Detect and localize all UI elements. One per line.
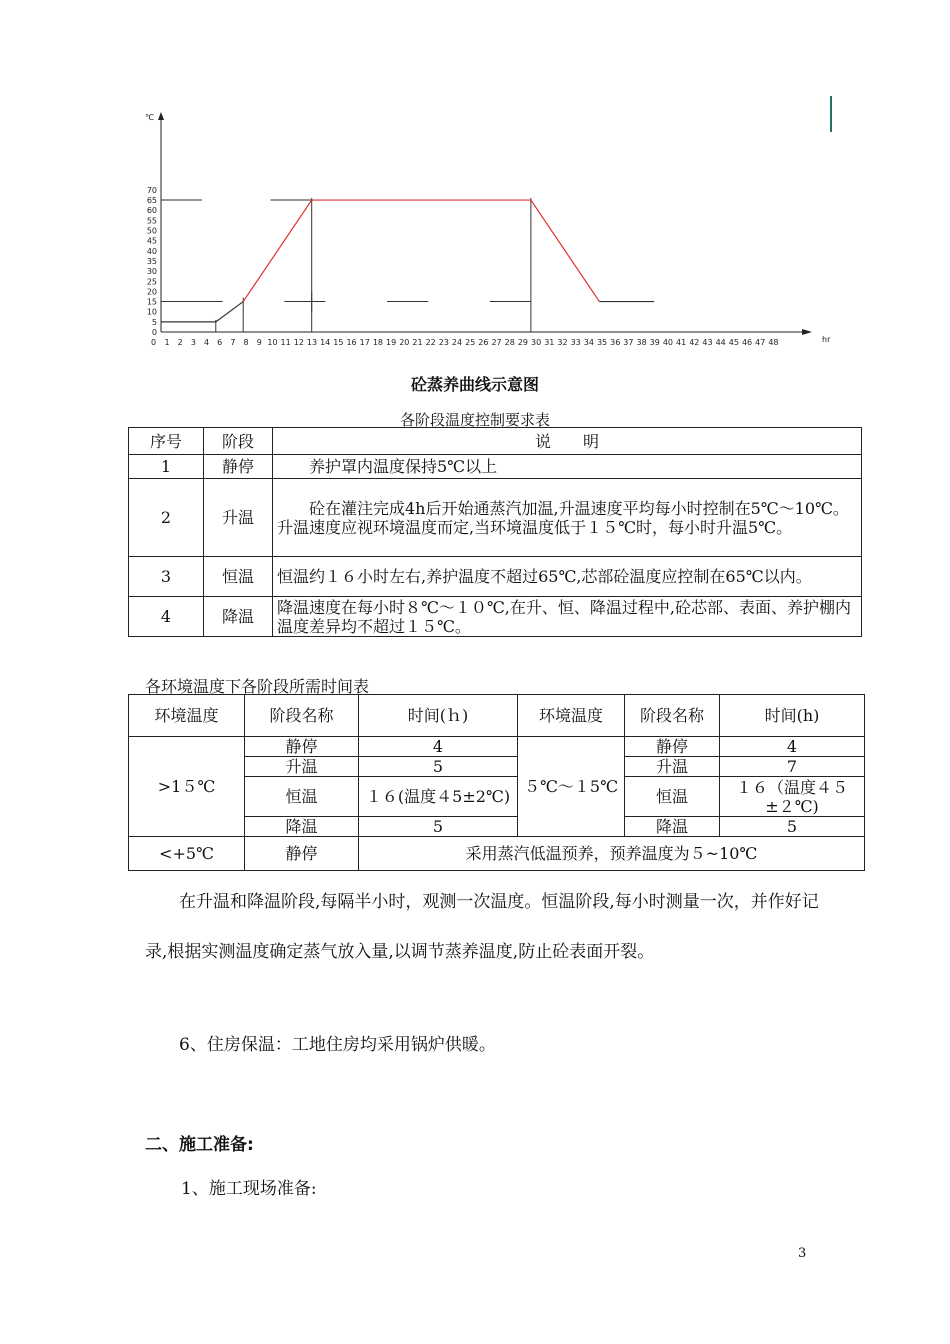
lo-desc: 采用蒸汽低温预养，预养温度为５~10℃ — [359, 837, 865, 871]
x-tick-label: 40 — [662, 338, 674, 347]
x-tick-label: 13 — [306, 338, 318, 347]
row-desc: 恒温约１６小时左右,养护温度不超过65℃,芯部砼温度应控制在65℃以内。 — [273, 557, 862, 597]
x-tick-label: 2 — [177, 338, 183, 347]
x-tick-label: 18 — [372, 338, 384, 347]
x-tick-label: 11 — [280, 338, 291, 347]
x-tick-label: 24 — [451, 338, 463, 347]
row-desc: 降温速度在每小时８℃～１０℃,在升、恒、降温过程中,砼芯部、表面、养护棚内温度差异均不超过１５℃。 — [273, 597, 862, 637]
time-cell: 5 — [720, 817, 865, 837]
table2-header-env2: 环境温度 — [518, 695, 625, 737]
stage-cell: 静停 — [245, 837, 359, 871]
x-tick-label: 38 — [636, 338, 647, 347]
env-lo: <+5℃ — [129, 837, 245, 871]
y-tick-label: 0 — [151, 328, 157, 337]
sub-heading: 1、施工现场准备: — [181, 1179, 317, 1199]
row-stage: 降温 — [204, 597, 273, 637]
x-tick-label: 43 — [702, 338, 713, 347]
x-tick-label: 4 — [204, 338, 210, 347]
x-tick-label: 19 — [386, 338, 397, 347]
row-no: 2 — [129, 479, 204, 557]
table1-header-no: 序号 — [129, 428, 204, 455]
time-cell: 4 — [359, 737, 518, 757]
y-tick-label: 70 — [146, 185, 157, 195]
margin-marker — [830, 96, 832, 132]
x-tick-label: 27 — [491, 338, 502, 347]
x-tick-label: 48 — [768, 338, 779, 347]
x-tick-label: 1 — [164, 338, 170, 347]
x-tick-label: 7 — [230, 338, 236, 347]
series-line — [243, 200, 312, 301]
table2-header-stage: 阶段名称 — [245, 695, 359, 737]
x-tick-label: 45 — [728, 338, 739, 347]
env-hi: >1５℃ — [129, 737, 245, 837]
x-axis-arrow — [802, 329, 812, 335]
paragraph-housing: 6、住房保温：工地住房均采用锅炉供暖。 — [179, 1035, 496, 1055]
table1-header-desc: 说 明 — [273, 428, 862, 455]
row-desc: 砼在灌注完成4h后开始通蒸汽加温,升温速度平均每小时控制在5℃～10℃。升温速度应视环境温度而定,当环境温度低于１５℃时，每小时升温5℃。 — [273, 479, 862, 557]
stage-cell: 升温 — [245, 757, 359, 777]
time-cell: 5 — [359, 817, 518, 837]
y-tick-label: 20 — [146, 287, 157, 297]
time-cell: 4 — [720, 737, 865, 757]
table2-header-env: 环境温度 — [129, 695, 245, 737]
row-desc: 养护罩内温度保持5℃以上 — [273, 455, 862, 479]
y-tick-label: 10 — [146, 307, 157, 317]
x-tick-label: 3 — [190, 338, 196, 347]
x-tick-label: 12 — [293, 338, 304, 347]
stage-cell: 降温 — [625, 817, 720, 837]
row-stage: 升温 — [204, 479, 273, 557]
row-no: 1 — [129, 455, 204, 479]
table-row — [129, 837, 865, 871]
x-tick-label: 26 — [478, 338, 489, 347]
time-cell: １６（温度４５±２℃) — [720, 777, 865, 817]
x-tick-label: 36 — [610, 338, 621, 347]
series-line — [531, 200, 600, 301]
row-stage: 恒温 — [204, 557, 273, 597]
x-tick-label: 35 — [596, 338, 608, 347]
series-line — [216, 302, 243, 322]
x-tick-label: 20 — [399, 338, 410, 347]
time-cell: 5 — [359, 757, 518, 777]
x-axis-label: hr — [822, 335, 831, 344]
y-tick-label: 35 — [146, 256, 157, 266]
y-tick-label: 50 — [146, 226, 157, 236]
paragraph-monitoring: 在升温和降温阶段,每隔半小时，观测一次温度。恒温阶段,每小时测量一次，并作好记录,根据实测温度确定蒸气放入量,以调节蒸养温度,防止砼表面开裂。 — [145, 892, 819, 962]
stage-duration-table — [128, 694, 865, 871]
section-heading: 二、施工准备: — [145, 1135, 254, 1155]
y-tick-label: 40 — [146, 246, 157, 256]
y-tick-label: 65 — [146, 196, 157, 206]
stage-cell: 恒温 — [245, 777, 359, 817]
stage-cell: 恒温 — [625, 777, 720, 817]
x-tick-label: 0 — [151, 338, 157, 347]
time-cell: １６(温度４5±2℃) — [359, 777, 518, 817]
table-row — [129, 479, 862, 557]
table2-header-time: 时间(ｈ) — [359, 695, 518, 737]
x-tick-label: 47 — [755, 338, 766, 347]
y-tick-label: 60 — [146, 206, 157, 216]
y-axis-arrow — [158, 112, 164, 120]
row-no: 4 — [129, 597, 204, 637]
x-tick-label: 31 — [544, 338, 555, 347]
x-tick-label: 41 — [676, 338, 687, 347]
y-tick-label: 25 — [146, 277, 157, 287]
y-tick-label: 55 — [146, 216, 157, 226]
x-tick-label: 29 — [517, 338, 529, 347]
steam-curing-chart — [140, 90, 840, 360]
x-tick-label: 17 — [359, 338, 370, 347]
x-tick-label: 6 — [217, 338, 223, 347]
stage-cell: 静停 — [625, 737, 720, 757]
x-tick-label: 21 — [412, 338, 423, 347]
x-tick-label: 25 — [465, 338, 476, 347]
table-row — [129, 455, 862, 479]
x-tick-label: 44 — [715, 338, 726, 347]
y-tick-label: 5 — [151, 317, 157, 327]
chart-title: 砼蒸养曲线示意图 — [410, 375, 539, 394]
x-tick-label: 30 — [531, 338, 542, 347]
y-tick-label: 45 — [146, 236, 157, 246]
table1-header-stage: 阶段 — [204, 428, 273, 455]
stage-temperature-table — [128, 427, 862, 637]
y-tick-label: 30 — [146, 267, 157, 277]
table-row — [129, 737, 865, 757]
stage-cell: 升温 — [625, 757, 720, 777]
x-tick-label: 32 — [557, 338, 568, 347]
row-stage: 静停 — [204, 455, 273, 479]
table-row — [129, 597, 862, 637]
x-tick-label: 37 — [623, 338, 634, 347]
x-tick-label: 33 — [570, 338, 581, 347]
stage-cell: 静停 — [245, 737, 359, 757]
x-tick-label: 14 — [320, 338, 331, 347]
stage-cell: 降温 — [245, 817, 359, 837]
x-tick-label: 39 — [649, 338, 660, 347]
x-tick-label: 10 — [267, 338, 278, 347]
table1-title: 各阶段温度控制要求表 — [399, 411, 550, 429]
y-axis-label: ℃ — [145, 113, 154, 122]
x-tick-label: 22 — [425, 338, 436, 347]
x-tick-label: 34 — [583, 338, 594, 347]
x-tick-label: 15 — [333, 338, 344, 347]
table2-title: 各环境温度下各阶段所需时间表 — [145, 677, 370, 696]
page-number: 3 — [798, 1246, 807, 1261]
x-tick-label: 28 — [504, 338, 515, 347]
table2-header-stage2: 阶段名称 — [625, 695, 720, 737]
env-mid: ５℃～１5℃ — [518, 737, 625, 837]
x-tick-label: 16 — [346, 338, 357, 347]
time-cell: 7 — [720, 757, 865, 777]
y-tick-label: 15 — [146, 297, 157, 307]
x-tick-label: 42 — [689, 338, 700, 347]
x-tick-label: 8 — [243, 338, 249, 347]
x-tick-label: 9 — [256, 338, 262, 347]
x-tick-label: 23 — [438, 338, 449, 347]
table-row — [129, 557, 862, 597]
table2-header-time2: 时间(h) — [720, 695, 865, 737]
row-no: 3 — [129, 557, 204, 597]
x-tick-label: 46 — [741, 338, 753, 347]
